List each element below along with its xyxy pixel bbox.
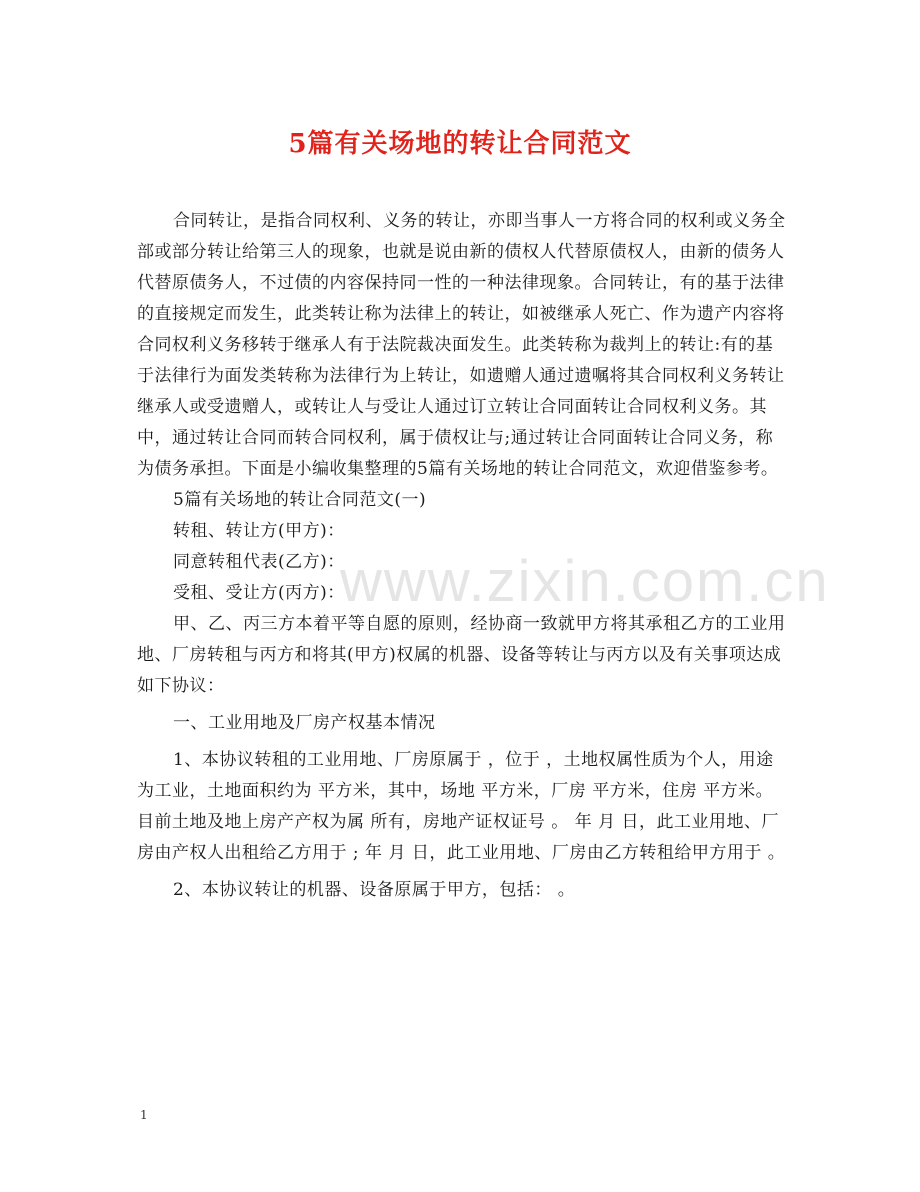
watermark: www.zixin.com.cn bbox=[340, 549, 830, 614]
party-b-line: 同意转租代表(乙方)： bbox=[173, 552, 345, 572]
party-c-line: 受租、受让方(丙方)： bbox=[173, 583, 345, 603]
party-a-line: 转租、转让方(甲方)： bbox=[173, 521, 345, 541]
agreement-paragraph: 甲、乙、丙三方本着平等自愿的原则，经协商一致就甲方将其承租乙方的工业用地、厂房转租与丙方和将其(甲方)权属的机器、设备等转让与丙方以及有关事项达成如下协议： bbox=[137, 614, 786, 696]
clause-heading: 一、工业用地及厂房产权基本情况 bbox=[173, 713, 436, 733]
clause-1-paragraph: 1、本协议转租的工业用地、厂房原属于 ，位于 ，土地权属性质为个人，用途为工业，土地面积约为 平方米，其中，场地 平方米，厂房 平方米，住房 平方米。目前土地及地上房产产权为属 所有，房地产证权证号 。 年 月 日，此工业用地、厂房由产权人出租给乙方用于 ; 年 月 日，此工业用地、厂房由乙方转租给甲方用于 。 bbox=[137, 750, 786, 863]
clause-2-paragraph: 2、本协议转让的机器、设备原属于甲方，包括： 。 bbox=[173, 880, 576, 900]
document-title: 5篇有关场地的转让合同范文 bbox=[288, 129, 632, 159]
page-number: 1 bbox=[140, 1108, 148, 1122]
intro-paragraph: 合同转让，是指合同权利、义务的转让，亦即当事人一方将合同的权利或义务全部或部分转让给第三人的现象，也就是说由新的债权人代替原债权人，由新的债务人代替原债务人，不过债的内容保持同一性的一种法律现象。合同转让，有的基于法律的直接规定而发生，此类转让称为法律上的转让，如被继承人死亡、作为遗产内容将合同权利义务移转于继承人有于法院裁决面发生。此类转称为裁判上的转让:有的基于法律行为面发类转称为法律行为上转让，如遗赠人通过遗嘱将其合同权利义务转让继承人或受遗赠人，或转让人与受让人通过订立转让合同面转让合同权利义务。其中，通过转让合同而转合同权利，属于债权让与;通过转让合同面转让合同义务，称为债务承担。下面是小编收集整理的5篇有关场地的转让合同范文，欢迎借鉴参考。 bbox=[137, 211, 786, 479]
document-body bbox=[137, 206, 787, 906]
section-heading: 5篇有关场地的转让合同范文(一) bbox=[173, 490, 427, 510]
